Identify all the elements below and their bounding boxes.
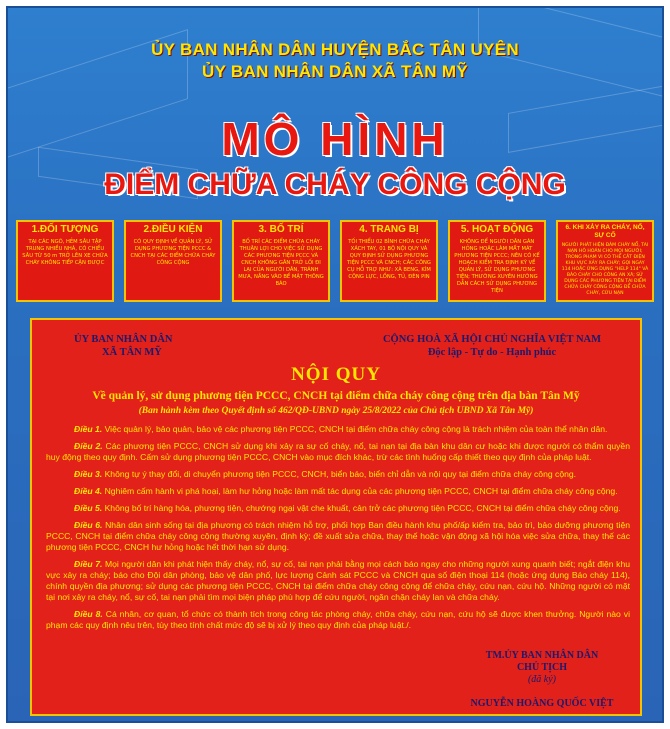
header-district-committee: ỦY BAN NHÂN DÂN HUYỆN BẮC TÂN UYÊN — [151, 40, 519, 59]
article-text: Nhân dân sinh sống tại địa phương có trách nhiệm hỗ trợ, phối hợp Ban điều hành khu phố/ấp kiểm tra, bảo trì, bảo dưỡng phương tiện PCCC, CNCH tại điểm chữa cháy công cộng thường xuyên, định kỳ; đề xuất sửa chữa, thay thế hoặc vận động xã hội hóa việc sửa chữa, thay thế các phương tiện PCCC, CNCH hư hỏng hoặc hết thời hạn sử dụng. — [46, 520, 630, 552]
signature-note: (đã ký) — [527, 674, 557, 685]
info-box-title: 3. BỐ TRÍ — [258, 224, 304, 235]
article-label: Điều 7. — [74, 559, 103, 569]
info-box-body: CÓ QUY ĐỊNH VỀ QUẢN LÝ, SỬ DỤNG PHƯƠNG TIỆN PCCC & CNCH TẠI CÁC ĐIỂM CHỮA CHÁY CÔNG CỘNG — [130, 239, 216, 266]
info-box-title: 2.ĐIỀU KIỆN — [143, 224, 203, 235]
info-box-bo-tri — [232, 220, 330, 302]
article-3 — [46, 469, 630, 480]
poster-subtitle: ĐIỂM CHỮA CHÁY CÔNG CỘNG — [104, 168, 566, 201]
info-box-body: NGƯỜI PHÁT HIỆN ĐÁM CHÁY NỔ, TAI NẠN HÔ HOÁN CHO MỌI NGƯỜI; TRONG PHẠM VI CÓ THỂ CẮT ĐIỆN KHU VỰC XẢY RA CHÁY; GỌI NGAY 114 HOẶC ỨNG DỤNG "HELP 114" VÀ BÁO CHÁY CHO CÔNG AN XÃ; SỬ DỤNG CÁC PHƯƠNG TIỆN TẠI ĐIỂM CHỮA CHÁY CÔNG CỘNG ĐỂ CHỮA CHÁY, CỨU NẠN — [561, 243, 649, 296]
article-text: Không tự ý thay đổi, di chuyển phương tiện PCCC, CNCH, biển báo, biển chỉ dẫn và nội quy tại điểm chữa cháy công cộng. — [104, 469, 577, 479]
regulation-title: NỘI QUY — [291, 364, 381, 385]
info-box-title: 1.ĐỐI TƯỢNG — [31, 224, 99, 235]
poster-title: MÔ HÌNH — [221, 113, 449, 165]
national-motto: Độc lập - Tự do - Hạnh phúc — [427, 347, 557, 358]
info-box-body: TỐI THIỂU 02 BÌNH CHỮA CHÁY XÁCH TAY, 01 BỘ NỘI QUY VÀ QUY ĐỊNH SỬ DỤNG PHƯƠNG TIỆN PCCC VÀ CNCH; CÁC CÔNG CỤ HỖ TRỢ NHƯ: XÀ BENG, KÌM CỘNG LỰC, LỒNG, TỦ, ĐÈN PIN — [347, 239, 431, 280]
article-label: Điều 3. — [74, 469, 103, 479]
info-boxes — [14, 220, 660, 304]
article-text: Mọi người dân khi phát hiện thấy cháy, nổ, sự cố, tai nạn phải bằng mọi cách báo ngay cho những người xung quanh biết; ngắt điện khu vực xảy ra cháy; báo cho Đội dân phòng, bảo vệ dân phố, lực lượng Cảnh sát PCCC và CNCH qua số điện thoại 114 (hoặc ứng dụng Báo cháy 114), chính quyền địa phương; sử dụng các phương tiện PCCC, CNCH tại điểm chữa cháy công cộng để chữa cháy, cứu nạn, cứu hộ. Những người có mặt tại nơi xảy ra cháy, nổ, sự cố, tai nạn phải tìm mọi biện pháp phù hợp để cứu người, ngăn chặn cháy lan và chữa cháy. — [46, 559, 631, 602]
info-box-title: 6. KHI XẢY RA CHÁY, NỔ, SỰ CỐ — [565, 224, 645, 239]
info-box-body: BỐ TRÍ CÁC ĐIỂM CHỮA CHÁY THUẬN LỢI CHO VIỆC SỬ DỤNG CÁC PHƯƠNG TIỆN PCCC VÀ CNCH KHÔNG GÂN TRỞ LỐI ĐI LẠI CỦA NGƯỜI DÂN, TRÁNH MƯA, NẮNG VÀO BỂ MẶT THÔNG BÁO — [238, 239, 324, 287]
article-8 — [46, 609, 630, 631]
poster-board — [6, 6, 664, 723]
signatory-name: NGUYỄN HOÀNG QUỐC VIỆT — [470, 698, 614, 709]
info-box-dieu-kien — [124, 220, 222, 302]
article-text: Nghiêm cấm hành vi phá hoại, làm hư hỏng hoặc làm mất tác dụng của các phương tiện PCCC, CNCH tại điểm chữa cháy công cộng. — [104, 486, 618, 496]
header-commune-committee: ỦY BAN NHÂN DÂN XÃ TÂN MỸ — [202, 62, 468, 81]
signature-title: CHỦ TỊCH — [516, 662, 568, 673]
article-4 — [46, 486, 630, 497]
article-label: Điều 6. — [74, 520, 103, 530]
info-box-body: TẠI CÁC NGÕ, HẺM SÂU TẬP TRUNG NHIỀU NHÀ, CÓ CHIỀU SÂU TỪ 50 m TRỞ LÊN XE CHỮA CHÁY KHÔNG TIẾP CẬN ĐƯỢC — [22, 239, 108, 266]
article-text: Việc quản lý, bảo quản, bảo vệ các phương tiện PCCC, CNCH tại điểm chữa cháy công cộng là trách nhiệm của toàn thể nhân dân. — [104, 424, 608, 434]
article-label: Điều 2. — [74, 441, 103, 451]
article-label: Điều 5. — [74, 503, 103, 513]
article-label: Điều 4. — [74, 486, 103, 496]
article-5 — [46, 503, 630, 514]
info-box-khi-xay-ra-chay — [556, 220, 654, 302]
article-text: Các phương tiện PCCC, CNCH sử dụng khi xảy ra sự cố cháy, nổ, tai nạn tại địa bàn khu dân cư hoặc khi được người có thẩm quyền huy động theo quy định. Cấm sử dụng phương tiện PCCC, CNCH vào mục đích khác, trừ các tình huống cấp thiết theo quy định của pháp luật. — [46, 441, 630, 462]
info-box-title: 5. HOẠT ĐỘNG — [460, 224, 534, 235]
article-label: Điều 8. — [74, 609, 103, 619]
article-1 — [46, 424, 630, 435]
signature-block — [452, 650, 632, 710]
issuing-org-line2: XÃ TÂN MỸ — [102, 347, 162, 358]
article-label: Điều 1. — [74, 424, 103, 434]
article-text: Không bố trí hàng hóa, phương tiện, chướng ngại vật che khuất, cản trở các phương tiện PCCC, CNCH tại điểm chữa cháy công cộng. — [104, 503, 621, 513]
republic-name: CỘNG HOÀ XÃ HỘI CHỦ NGHĨA VIỆT NAM — [382, 334, 602, 345]
regulation-articles — [46, 424, 630, 637]
regulation-panel — [30, 318, 642, 716]
issuing-org-line1: ỦY BAN NHÂN DÂN — [74, 334, 173, 345]
article-2 — [46, 441, 630, 463]
regulation-subtitle: Về quản lý, sử dụng phương tiện PCCC, CNCH tại điểm chữa cháy công cộng trên địa bàn Tân Mỹ — [92, 390, 580, 402]
info-box-hoat-dong — [448, 220, 546, 302]
info-box-title: 4. TRANG BỊ — [359, 224, 419, 235]
article-6 — [46, 520, 630, 553]
info-box-body: KHÔNG ĐỂ NGƯỜI DÂN GÁN HỎNG HOẶC LÀM MẤT MÁT PHƯƠNG TIỆN PCCC; NÊN CÓ KẾ HOẠCH KIỂM TRA ĐỊNH KỲ VỀ QUẢN LÝ, SỬ DỤNG PHƯƠNG TIỆN; THƯỜNG XUYÊN HƯỚNG DẪN CÁCH SỬ DỤNG PHƯƠNG TIỆN — [454, 239, 540, 294]
info-box-doi-tuong — [16, 220, 114, 302]
info-box-trang-bi — [340, 220, 438, 302]
regulation-issuance-note: (Ban hành kèm theo Quyết định số 462/QĐ-UBND ngày 25/8/2022 của Chủ tịch UBND Xã Tân Mỹ) — [138, 406, 534, 416]
article-text: Cá nhân, cơ quan, tổ chức có thành tích trong công tác phòng cháy, chữa cháy, cứu nạn, cứu hộ sẽ được khen thưởng. Người nào vi phạm các quy định nêu trên, tùy theo tính chất mức độ sẽ bị xử lý theo quy định của pháp luật./. — [46, 609, 630, 630]
article-7 — [46, 559, 630, 603]
signature-org: TM.ỦY BAN NHÂN DÂN — [485, 650, 599, 661]
